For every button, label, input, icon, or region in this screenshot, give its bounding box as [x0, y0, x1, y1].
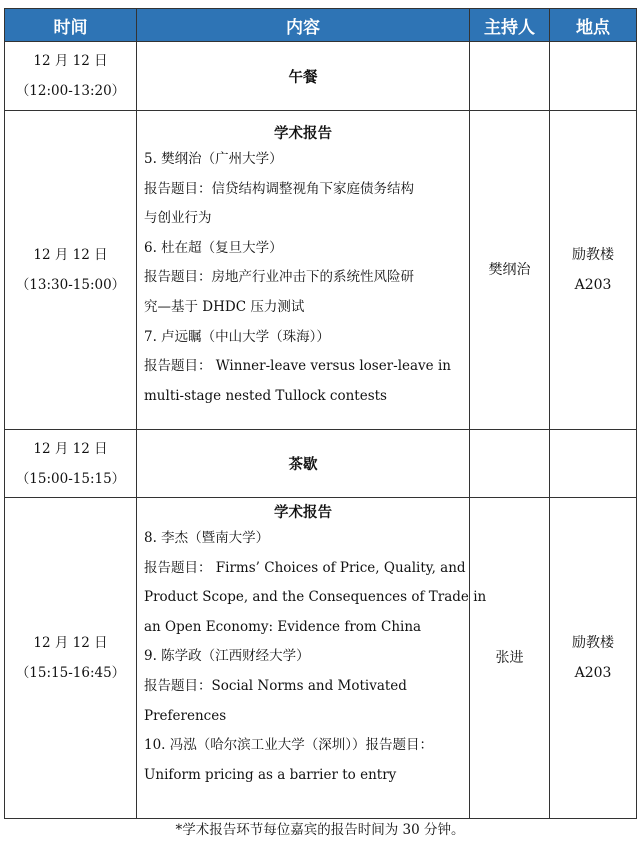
place-room: A203 [574, 277, 612, 293]
time-cell [5, 430, 137, 498]
footnote: *学术报告环节每位嘉宾的报告时间为 30 分钟。 [175, 822, 465, 838]
place-building: 励教楼 [572, 247, 614, 263]
table-row [5, 111, 637, 430]
content-line: an Open Economy: Evidence from China [144, 618, 422, 635]
header-place: 地点 [550, 9, 637, 42]
place-cell [550, 498, 637, 819]
header-host: 主持人 [470, 9, 550, 42]
place-cell [550, 111, 637, 430]
place-building: 励教楼 [572, 635, 614, 651]
session-title: 学术报告 [274, 125, 332, 142]
host-cell: 樊纲治 [470, 111, 550, 430]
header-row [5, 9, 637, 42]
content-line: 报告题目： Firms’ Choices of Price, Quality, and [144, 559, 466, 576]
table-row [5, 430, 637, 498]
content-line: Product Scope, and the Consequences of Trade in [144, 589, 487, 606]
content-line: 与创业行为 [144, 210, 212, 227]
session-title: 茶歇 [288, 456, 318, 473]
session-date: 12 月 12 日 [33, 440, 108, 457]
content-line: Preferences [144, 707, 227, 724]
time-cell [5, 498, 137, 819]
place-cell [550, 430, 637, 498]
content-line: 报告题目：房地产行业冲击下的系统性风险研 [144, 269, 414, 286]
schedule-table [4, 8, 637, 819]
content-line: Uniform pricing as a barrier to entry [144, 766, 397, 783]
session-date: 12 月 12 日 [33, 53, 108, 69]
header-content: 内容 [137, 9, 470, 42]
session-time: （15:00-15:15） [15, 470, 126, 487]
host-cell: 张进 [470, 498, 550, 819]
time-cell [5, 111, 137, 430]
content-cell [137, 430, 470, 498]
session-time: （12:00-13:20） [15, 83, 126, 99]
session-title: 午餐 [288, 68, 318, 86]
session-title: 学术报告 [274, 504, 332, 521]
time-cell [5, 42, 137, 111]
host-cell [470, 42, 550, 111]
content-cell [137, 498, 487, 819]
content-line: 7. 卢远瞩（中山大学（珠海）） [144, 328, 330, 345]
content-cell [137, 111, 470, 430]
content-line: 报告题目： Winner-leave versus loser-leave in [144, 358, 451, 375]
content-line: 5. 樊纲治（广州大学） [144, 151, 283, 167]
header-time: 时间 [5, 9, 137, 42]
content-line: 报告题目：Social Norms and Motivated [144, 677, 407, 694]
place-room: A203 [574, 665, 612, 681]
content-line: 6. 杜在超（复旦大学） [144, 239, 283, 256]
content-cell [137, 42, 470, 111]
content-line: 9. 陈学政（江西财经大学） [144, 648, 310, 665]
session-time: （15:15-16:45） [15, 665, 126, 681]
content-line: multi-stage nested Tullock contests [144, 387, 387, 404]
session-date: 12 月 12 日 [33, 247, 108, 263]
place-cell [550, 42, 637, 111]
table-row [5, 498, 637, 819]
session-date: 12 月 12 日 [33, 635, 108, 651]
content-line: 10. 冯泓（哈尔滨工业大学（深圳））报告题目： [144, 737, 434, 754]
content-line: 报告题目：信贷结构调整视角下家庭债务结构 [144, 180, 414, 197]
table-row [5, 42, 637, 111]
host-cell [470, 430, 550, 498]
content-line: 究—基于 DHDC 压力测试 [144, 298, 305, 315]
content-line: 8. 李杰（暨南大学） [144, 530, 270, 546]
session-time: （13:30-15:00） [15, 277, 126, 293]
